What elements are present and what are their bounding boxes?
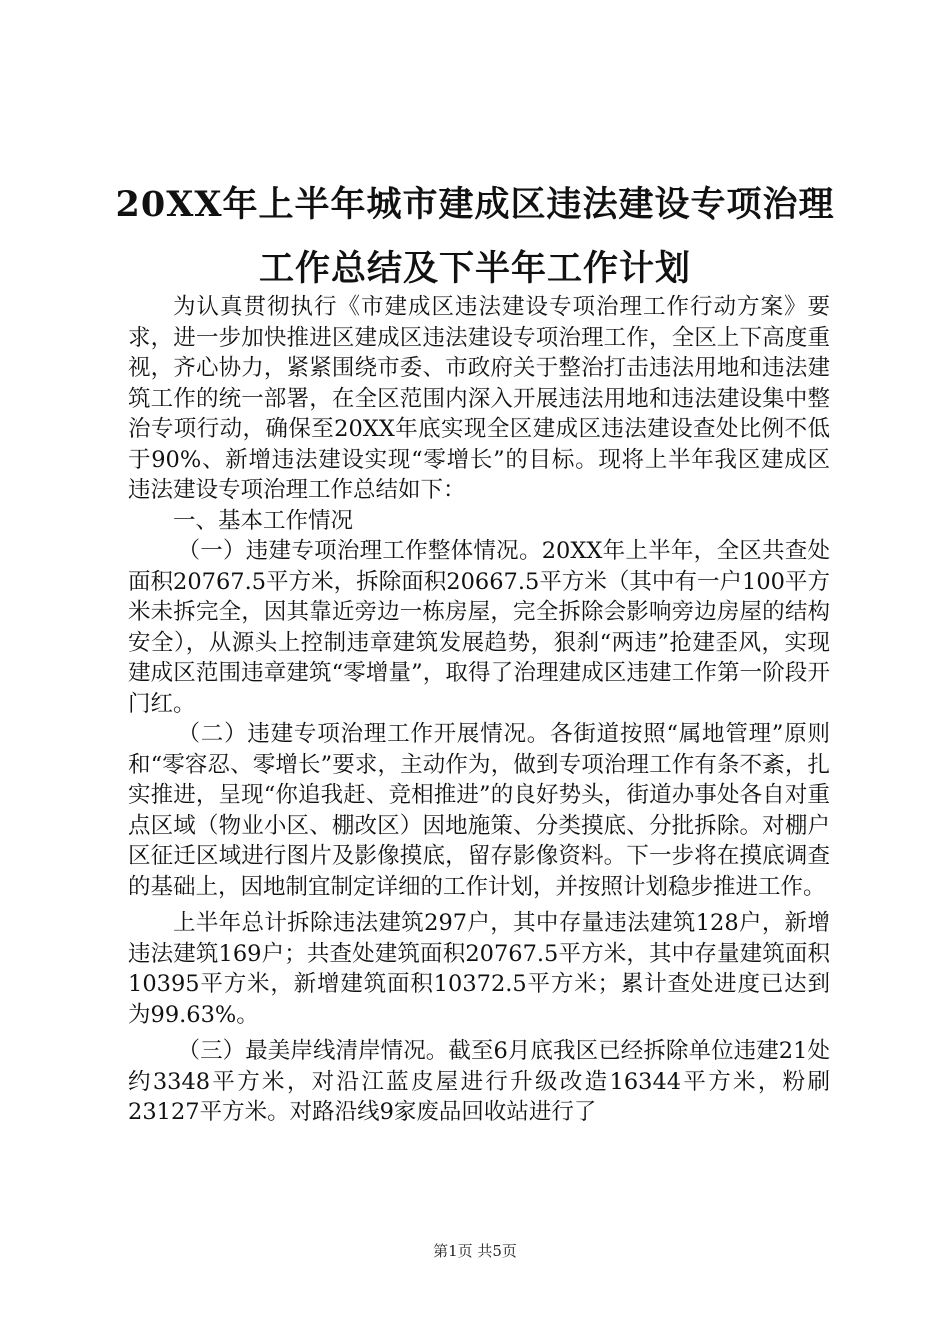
paragraph-overall-situation: （一）违建专项治理工作整体情况。20XX年上半年，全区共查处面积20767.5平方米，拆除面积20667.5平方米（其中有一户100平方米未拆完全，因其靠近旁边一栋房屋，完全拆除会影响旁边房屋的结构安全），从源头上控制违章建筑发展趋势，狠刹“两违”抢建歪风，实现建成区范围违章建筑“零增量”，取得了治理建成区违建工作第一阶段开门红。: [128, 538, 830, 717]
paragraph-statistics: 上半年总计拆除违法建筑297户，其中存量违法建筑128户，新增违法建筑169户；共查处建筑面积20767.5平方米，其中存量建筑面积10395平方米，新增建筑面积10372.5平方米；累计查处进度已达到为99.63%。: [128, 910, 830, 1028]
document-body: [128, 292, 830, 1128]
section-heading-basic-work: 一、基本工作情况: [173, 507, 354, 534]
title-line-1: 20XX年上半年城市建成区违法建设专项治理: [115, 184, 835, 225]
intro-paragraph: 为认真贯彻执行《市建成区违法建设专项治理工作行动方案》要求，进一步加快推进区建成区违法建设专项治理工作，全区上下高度重视，齐心协力，紧紧围绕市委、市政府关于整治打击违法用地和违法建筑工作的统一部署，在全区范围内深入开展违法用地和违法建设集中整治专项行动，确保至20XX年底实现全区建成区违法建设查处比例不低于90%、新增违法建设实现“零增长”的目标。现将上半年我区建成区违法建设专项治理工作总结如下：: [128, 294, 830, 503]
document-title: [0, 180, 950, 289]
page-footer: 第1页 共5页: [433, 1242, 517, 1260]
paragraph-work-progress: （二）违建专项治理工作开展情况。各街道按照“属地管理”原则和“零容忍、零增长”要求，主动作为，做到专项治理工作有条不紊，扎实推进，呈现“你追我赶、竞相推进”的良好势头，街道办事处各自对重点区域（物业小区、棚改区）因地施策、分类摸底、分批拆除。对棚户区征迁区域进行图片及影像摸底，留存影像资料。下一步将在摸底调查的基础上，因地制宜制定详细的工作计划，并按照计划稳步推进工作。: [128, 721, 830, 900]
title-line-2: 工作总结及下半年工作计划: [258, 248, 691, 289]
paragraph-shoreline: （三）最美岸线清岸情况。截至6月底我区已经拆除单位违建21处约3348平方米，对沿江蓝皮屋进行升级改造16344平方米，粉刷23127平方米。对路沿线9家废品回收站进行了: [128, 1038, 830, 1125]
